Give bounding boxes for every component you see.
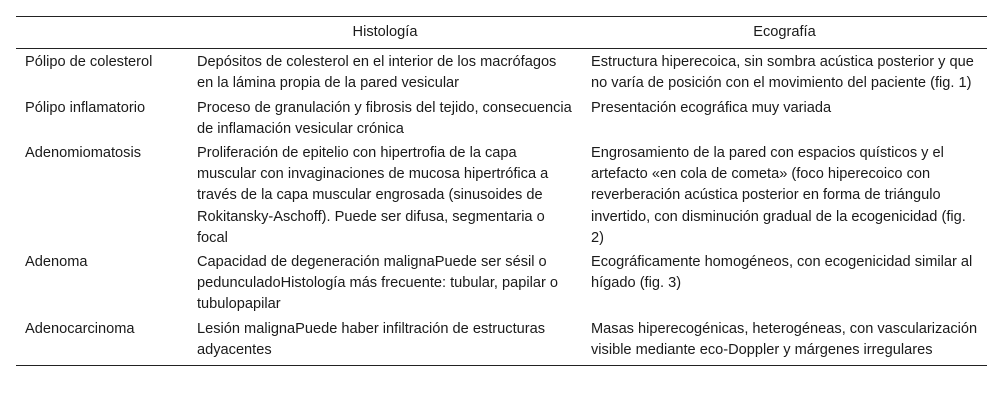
table-body — [16, 49, 987, 366]
cell-ecografia: Engrosamiento de la pared con espacios quísticos y el artefacto «en cola de cometa» (foco hiperecoico con reverberación acústica posterior en forma de triángulo invertido, con disminución gradual de la ecogenicidad (fig. 2) — [591, 145, 966, 246]
histology-ultrasound-table — [16, 16, 987, 366]
table-row — [16, 49, 987, 96]
cell-histologia: Depósitos de colesterol en el interior de los macrófagos en la lámina propia de la pared vesicular — [197, 54, 557, 92]
row-label-adenoma: Adenoma — [25, 254, 88, 271]
row-label-adenomiomatosis: Adenomiomatosis — [25, 145, 141, 162]
table-header — [16, 17, 987, 49]
row-label-polipo-colesterol: Pólipo de colesterol — [25, 54, 153, 71]
header-ecografia: Ecografía — [582, 17, 987, 49]
cell-histologia: Proliferación de epitelio con hipertrofia de la capa muscular con invaginaciones de mucosa hipertrófica a través de la capa muscular engrosada (sinusoides de Rokitansky-Aschoff). Puede ser difusa, segmentaria o focal — [197, 145, 549, 246]
table-row — [16, 317, 987, 366]
header-empty — [16, 17, 188, 49]
table-row — [16, 96, 987, 141]
cell-ecografia: Ecográficamente homogéneos, con ecogenicidad similar al hígado (fig. 3) — [591, 254, 973, 292]
row-label-adenocarcinoma: Adenocarcinoma — [16, 317, 188, 366]
header-histologia: Histología — [188, 17, 582, 49]
cell-histologia: Proceso de granulación y fibrosis del tejido, consecuencia de inflamación vesicular crónica — [197, 99, 572, 137]
cell-ecografia: Estructura hiperecoica, sin sombra acústica posterior y que no varía de posición con el movimiento del paciente (fig. 1) — [591, 54, 974, 92]
table-row — [16, 250, 987, 317]
cell-histologia: Lesión malignaPuede haber infiltración de estructuras adyacentes — [188, 317, 582, 366]
table-row — [16, 141, 987, 250]
header-row — [16, 17, 987, 49]
cell-ecografia: Masas hiperecogénicas, heterogéneas, con vascularización visible mediante eco-Doppler y márgenes irregulares — [582, 317, 987, 366]
cell-ecografia: Presentación ecográfica muy variada — [591, 99, 832, 116]
row-label-polipo-inflamatorio: Pólipo inflamatorio — [25, 99, 146, 116]
comparison-table-container — [16, 16, 987, 366]
cell-histologia: Capacidad de degeneración malignaPuede ser sésil o pedunculadoHistología más frecuente: tubular, papilar o tubulopapilar — [197, 254, 559, 313]
